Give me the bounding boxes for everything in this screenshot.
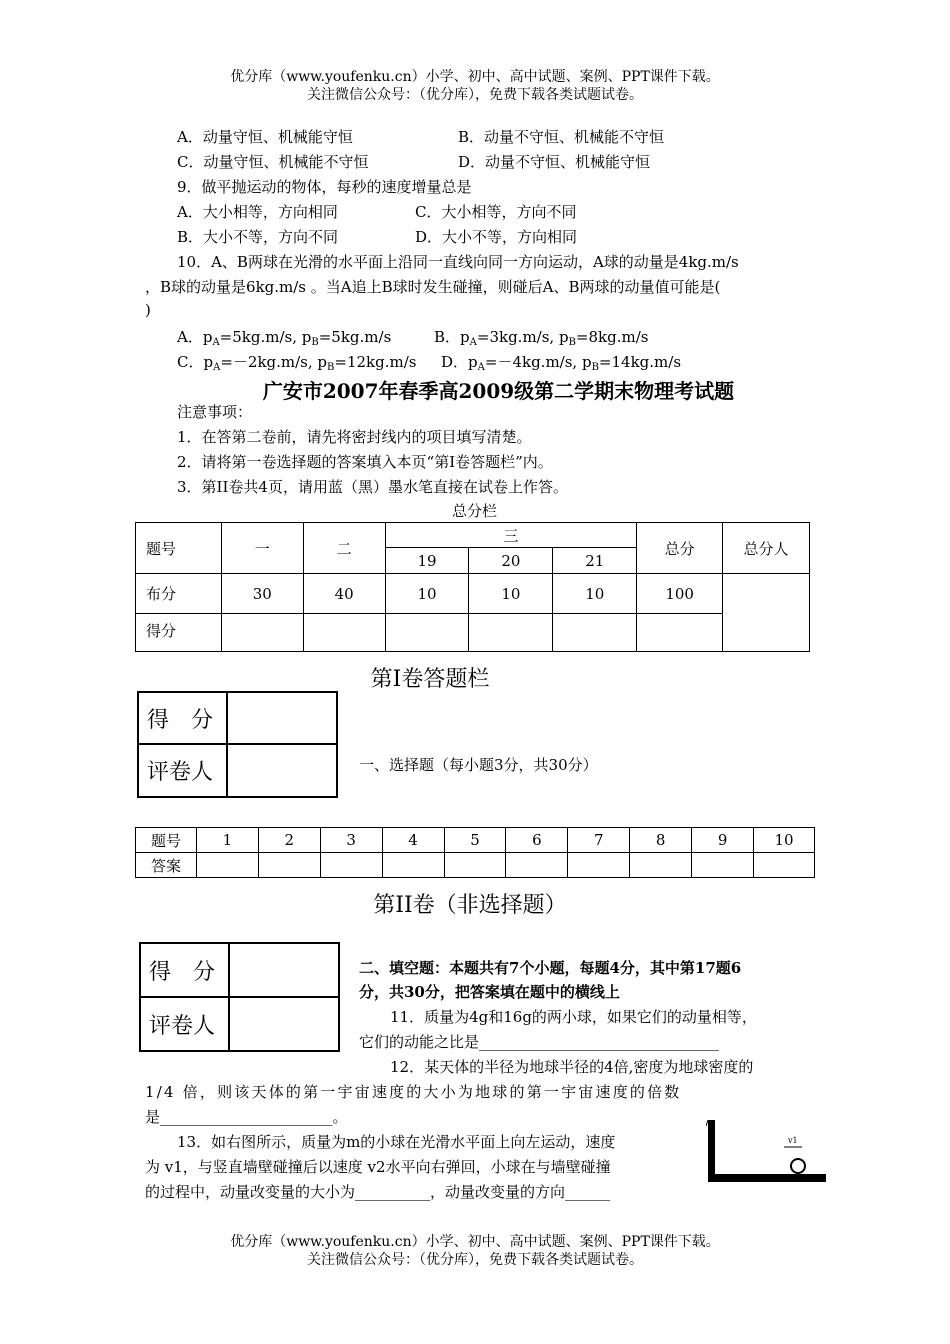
answer-cell[interactable] — [196, 853, 258, 878]
q10-line-3: ) — [145, 301, 151, 319]
q13-line-1: 13．如右图所示，质量为m的小球在光滑水平面上向左运动，速度 — [177, 1133, 616, 1151]
answer-row-label: 答案 — [136, 853, 197, 878]
table-row — [136, 828, 815, 853]
summary-header-grader: 总分人 — [723, 523, 810, 574]
score-cell[interactable] — [553, 614, 637, 652]
grader-label: 评卷人 — [140, 997, 229, 1051]
q9-stem: 9．做平抛运动的物体，每秒的速度增量总是 — [177, 178, 472, 196]
answer-cell[interactable] — [568, 853, 630, 878]
exam-title: 广安市2007年春季高2009级第二学期末物理考试题 — [262, 379, 735, 403]
q10-option-a: A．$p_A=5kg.m/s$, $p_B=5kg.m/s$ — [177, 328, 392, 348]
q8-option-b: B．动量不守恒、机械能不守恒 — [458, 128, 665, 146]
q8-option-d: D．动量不守恒、机械能守恒 — [458, 153, 651, 171]
q12-line-1: 12．某天体的半径为地球半径的4倍,密度为地球密度的 — [390, 1058, 754, 1076]
wall-ball-diagram — [706, 1116, 826, 1186]
answer-cell[interactable] — [754, 853, 815, 878]
summary-header-19: 19 — [385, 548, 469, 574]
score-cell[interactable] — [469, 614, 553, 652]
row-label-points: 布分 — [136, 574, 222, 614]
summary-header-total: 总分 — [637, 523, 723, 574]
answer-cell[interactable] — [258, 853, 320, 878]
answer-table — [135, 827, 815, 878]
part2-section-line-2: 分，共30分，把答案填在题中的横线上 — [359, 983, 620, 1001]
notice-item-2: 2．请将第一卷选择题的答案填入本页“第I卷答题栏”内。 — [177, 453, 553, 471]
q10-option-d: D．$p_A=-4kg.m/s$, $p_B=14kg.m/s$ — [441, 353, 682, 373]
part2-score-box — [139, 942, 340, 1052]
score-label: 得 分 — [138, 692, 227, 744]
q10-line-2: ，B球的动量是6kg.m/s 。当A追上B球时发生碰撞，则碰后A、B两球的动量值可能是( — [145, 278, 721, 296]
q11-line-1: 11．质量为4g和16g的两小球，如果它们的动量相等， — [390, 1008, 757, 1026]
score-cell[interactable] — [385, 614, 469, 652]
q13-line-3: 的过程中，动量改变量的大小为__________，动量改变量的方向______ — [145, 1183, 611, 1201]
summary-header-num: 题号 — [136, 523, 222, 574]
q9-option-a: A．大小相等，方向相同 — [177, 203, 338, 221]
table-row — [136, 574, 810, 614]
q12-line-2: 1/4 倍，则该天体的第一宇宙速度的大小为地球的第一宇宙速度的倍数 — [145, 1083, 682, 1101]
answer-cell[interactable] — [382, 853, 444, 878]
question-number: 1 — [196, 828, 258, 853]
footer-line-1: 优分库（www.youfenku.cn）小学、初中、高中试题、案例、PPT课件下载。 — [230, 1234, 720, 1250]
table-row — [136, 614, 810, 652]
summary-header-20: 20 — [469, 548, 553, 574]
row-label-score: 得分 — [136, 614, 222, 652]
notice-item-3: 3．第II卷共4页，请用蓝（黑）墨水笔直接在试卷上作答。 — [177, 478, 568, 496]
question-number: 6 — [506, 828, 568, 853]
points-cell: 10 — [385, 574, 469, 614]
points-cell: 40 — [303, 574, 385, 614]
q10-option-b: B．$p_A=3kg.m/s$, $p_B=8kg.m/s$ — [434, 328, 649, 348]
ball — [791, 1159, 805, 1173]
score-input[interactable] — [227, 692, 337, 744]
summary-header-3: 三 — [385, 523, 637, 548]
footer-line-2: 关注微信公众号：（优分库），免费下载各类试题试卷。 — [307, 1252, 643, 1268]
summary-caption: 总分栏 — [452, 502, 498, 520]
q9-option-d: D．大小不等，方向相同 — [415, 228, 578, 246]
grader-input[interactable] — [229, 997, 339, 1051]
answer-header-label: 题号 — [136, 828, 197, 853]
q8-option-c: C．动量守恒、机械能不守恒 — [177, 153, 369, 171]
question-number: 2 — [258, 828, 320, 853]
question-number: 8 — [630, 828, 692, 853]
part2-title: 第II卷（非选择题） — [373, 893, 567, 918]
wall — [708, 1120, 715, 1182]
q10-option-c: C．$p_A=-2kg.m/s$, $p_B=12kg.m/s$ — [177, 353, 417, 373]
score-input[interactable] — [229, 943, 339, 997]
question-number: 4 — [382, 828, 444, 853]
q13-figure — [706, 1116, 826, 1186]
q12-line-3: 是_______________________。 — [145, 1108, 348, 1126]
answer-cell[interactable] — [444, 853, 506, 878]
q8-option-a: A．动量守恒、机械能守恒 — [177, 128, 353, 146]
points-cell: 30 — [221, 574, 303, 614]
score-label: 得 分 — [140, 943, 229, 997]
grader-cell[interactable] — [723, 574, 810, 652]
score-cell[interactable] — [637, 614, 723, 652]
question-number: 3 — [320, 828, 382, 853]
answer-cell[interactable] — [630, 853, 692, 878]
q11-line-2: 它们的动能之比是________________________________ — [359, 1033, 720, 1051]
table-row — [136, 853, 815, 878]
points-cell: 100 — [637, 574, 723, 614]
answer-cell[interactable] — [320, 853, 382, 878]
points-cell: 10 — [469, 574, 553, 614]
q13-line-2: 为 v1，与竖直墙壁碰撞后以速度 v2水平向右弹回，小球在与墙壁碰撞 — [145, 1158, 611, 1176]
q9-option-b: B．大小不等，方向不同 — [177, 228, 339, 246]
answer-cell[interactable] — [692, 853, 754, 878]
question-number: 9 — [692, 828, 754, 853]
header-line-2: 关注微信公众号：（优分库），免费下载各类试题试卷。 — [307, 87, 643, 103]
notice-heading: 注意事项： — [177, 403, 253, 421]
floor — [708, 1174, 826, 1182]
score-cell[interactable] — [221, 614, 303, 652]
grader-input[interactable] — [227, 744, 337, 797]
answer-cell[interactable] — [506, 853, 568, 878]
header-line-1: 优分库（www.youfenku.cn）小学、初中、高中试题、案例、PPT课件下载。 — [230, 69, 720, 85]
summary-header-21: 21 — [553, 548, 637, 574]
score-cell[interactable] — [303, 614, 385, 652]
question-number: 7 — [568, 828, 630, 853]
part1-section: 一、选择题（每小题3分，共30分） — [359, 756, 598, 774]
points-cell: 10 — [553, 574, 637, 614]
q9-option-c: C．大小相等，方向不同 — [415, 203, 577, 221]
part1-score-box — [137, 691, 338, 798]
question-number: 10 — [754, 828, 815, 853]
summary-header-2: 二 — [303, 523, 385, 574]
velocity-label: v1 — [788, 1136, 798, 1145]
notice-item-1: 1．在答第二卷前，请先将密封线内的项目填写清楚。 — [177, 428, 532, 446]
summary-table — [135, 522, 810, 652]
q10-line-1: 10．A、B两球在光滑的水平面上沿同一直线向同一方向运动，A球的动量是4kg.m/s — [177, 253, 739, 271]
part1-title: 第I卷答题栏 — [370, 667, 490, 692]
question-number: 5 — [444, 828, 506, 853]
part2-section-line-1: 二、填空题：本题共有7个小题，每题4分，其中第17题6 — [359, 959, 742, 977]
summary-header-1: 一 — [221, 523, 303, 574]
grader-label: 评卷人 — [138, 744, 227, 797]
